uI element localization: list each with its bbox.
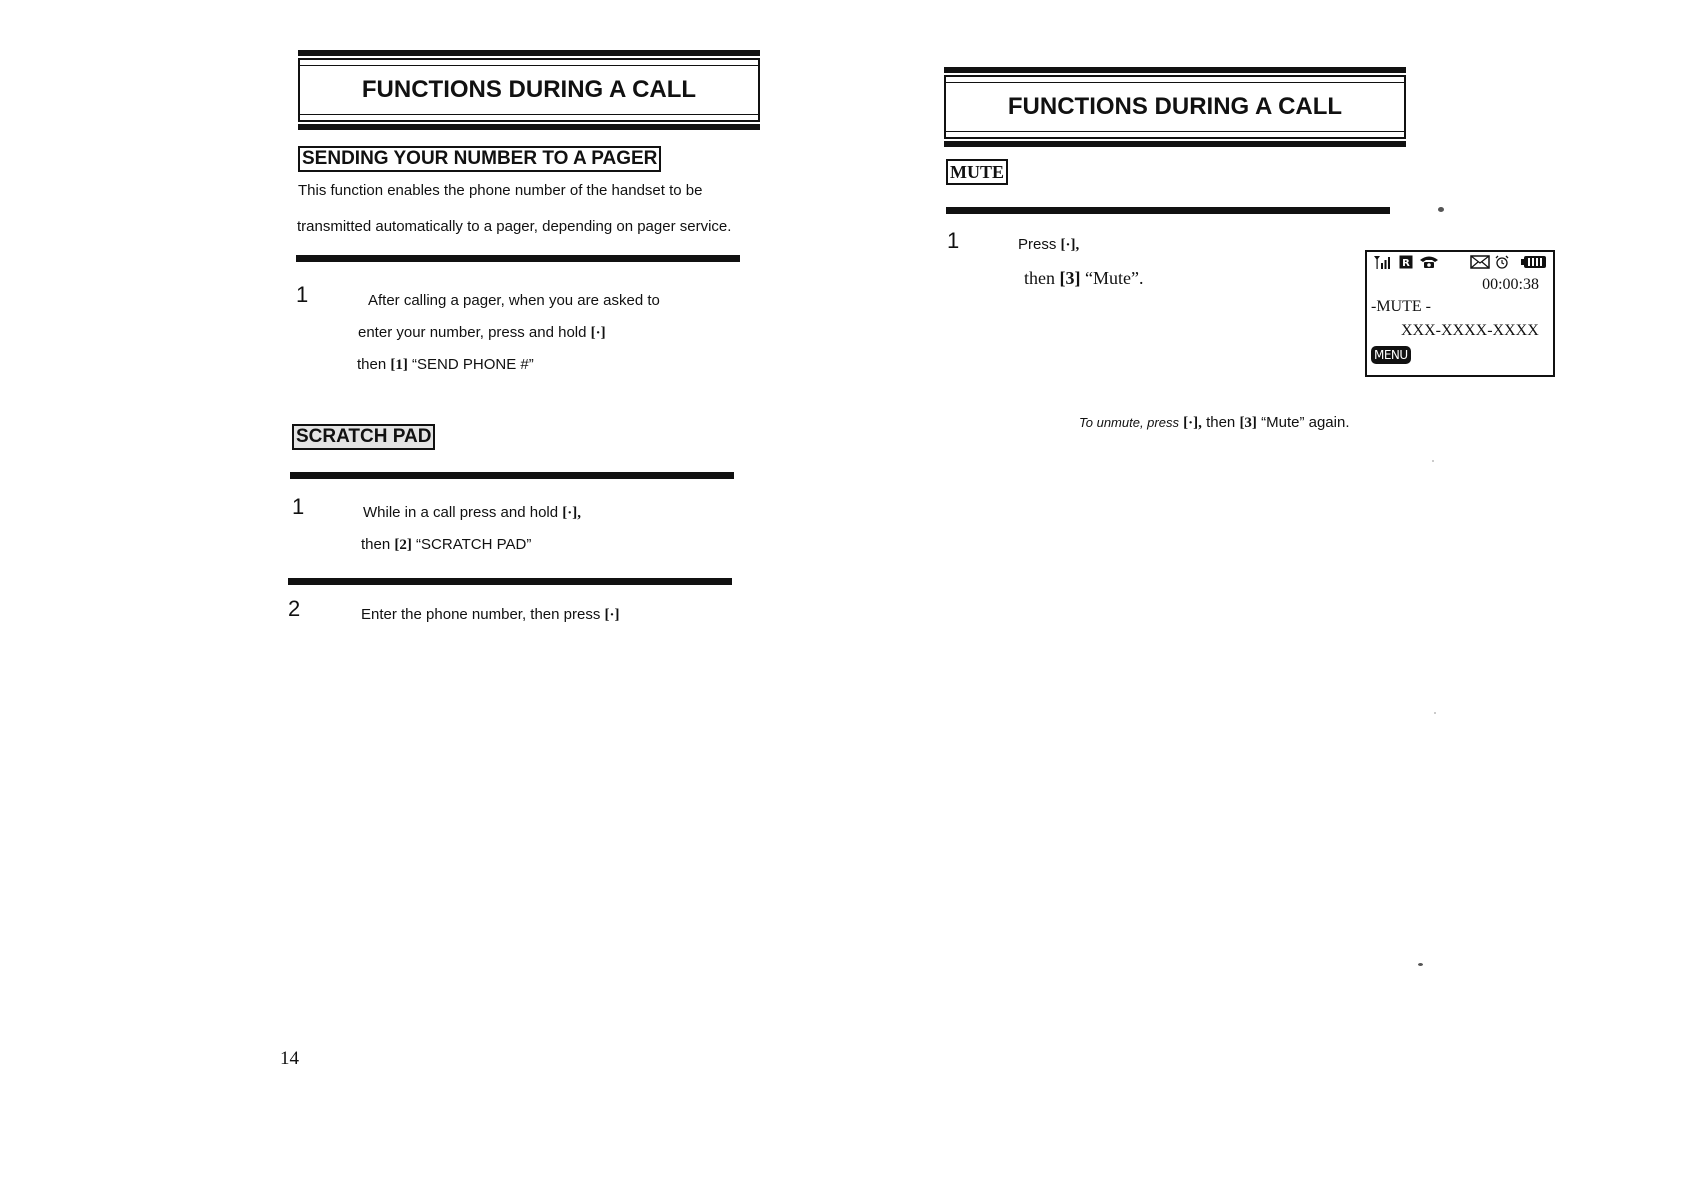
page-number: 14: [280, 1048, 299, 1069]
pager-step1-line2: [358, 324, 606, 342]
pager-description-line1: This function enables the phone number of the handset to be: [298, 182, 703, 199]
header-top-line: [300, 65, 758, 66]
scan-speck: [1418, 963, 1423, 966]
step-number: 1: [947, 228, 960, 253]
header-top-bar: [298, 50, 760, 56]
scratch-step2-line1: [361, 606, 620, 624]
display-number: XXX-XXXX-XXXX: [1401, 322, 1539, 339]
key-label: [·],: [562, 505, 582, 521]
section-label-pager: SENDING YOUR NUMBER TO A PAGER: [298, 146, 661, 172]
key-label: [1]: [390, 357, 408, 373]
scan-speck: [1432, 460, 1434, 462]
menu-option-text: “Mute”.: [1085, 268, 1144, 288]
scratch-step1-line2: [361, 536, 531, 554]
mute-step1-line2: [1024, 268, 1143, 289]
unmute-note-italic: To unmute, press: [1079, 415, 1179, 430]
then-text: then: [1206, 414, 1236, 431]
mute-step1-line1: [1018, 236, 1079, 254]
left-page-header: [298, 58, 760, 122]
pager-step1-line2-text: enter your number, press and hold: [358, 324, 587, 341]
roaming-icon: [1399, 255, 1413, 273]
then-text: then: [1024, 268, 1055, 288]
right-header-title: FUNCTIONS DURING A CALL: [1007, 93, 1343, 120]
unmute-note: [1079, 414, 1349, 432]
scratch-step1-line1-text: While in a call press and hold: [363, 504, 559, 521]
header-bottom-line: [946, 131, 1404, 132]
key-label: [3]: [1239, 415, 1257, 431]
menu-option-text: “SEND PHONE #”: [412, 356, 534, 373]
key-label: [2]: [394, 537, 412, 553]
battery-icon: [1521, 255, 1549, 273]
step-number: 1: [296, 282, 309, 307]
step-number: 2: [288, 596, 301, 621]
header-top-bar: [944, 67, 1406, 73]
signal-icon: [1373, 255, 1391, 273]
section-label-mute: MUTE: [946, 159, 1008, 185]
key-label: [·]: [604, 607, 620, 623]
header-top-line: [946, 82, 1404, 83]
alarm-icon: [1494, 255, 1510, 273]
scan-speck: [1438, 207, 1444, 212]
pager-step1-line3: [357, 356, 534, 374]
menu-option-text: “SCRATCH PAD”: [416, 536, 532, 553]
call-timer: 00:00:38: [1482, 276, 1539, 293]
divider-rule: [290, 472, 734, 479]
phone-icon: [1419, 255, 1439, 273]
left-header-title: FUNCTIONS DURING A CALL: [361, 76, 697, 103]
then-text: then: [357, 356, 387, 373]
key-label: [·],: [1183, 415, 1202, 431]
mute-status: -MUTE -: [1371, 298, 1431, 315]
scratch-step2-line1-text: Enter the phone number, then press: [361, 606, 601, 623]
unmute-note-suffix: “Mute” again.: [1261, 414, 1350, 431]
right-page-header: [944, 75, 1406, 139]
section-label-scratch-pad: SCRATCH PAD: [292, 424, 435, 450]
scratch-step1-line1: [363, 504, 581, 522]
key-label: [3]: [1059, 268, 1081, 288]
svg-text:R: R: [1402, 258, 1410, 269]
header-bottom-bar: [944, 141, 1406, 147]
divider-rule: [946, 207, 1390, 214]
pager-description-line2: transmitted automatically to a pager, depending on pager service.: [297, 218, 732, 235]
step-number: 1: [292, 494, 305, 519]
header-bottom-bar: [298, 124, 760, 130]
divider-rule: [288, 578, 732, 585]
scan-speck: [1434, 712, 1436, 714]
phone-display: [1365, 250, 1555, 377]
press-text: Press: [1018, 236, 1057, 253]
key-label: [·],: [1060, 237, 1080, 253]
menu-badge: MENU: [1371, 346, 1411, 364]
key-label: [·]: [590, 325, 606, 341]
header-bottom-line: [300, 114, 758, 115]
divider-rule: [296, 255, 740, 262]
pager-step1-line1: After calling a pager, when you are asked to: [368, 292, 660, 309]
then-text: then: [361, 536, 391, 553]
envelope-icon: [1470, 255, 1490, 273]
